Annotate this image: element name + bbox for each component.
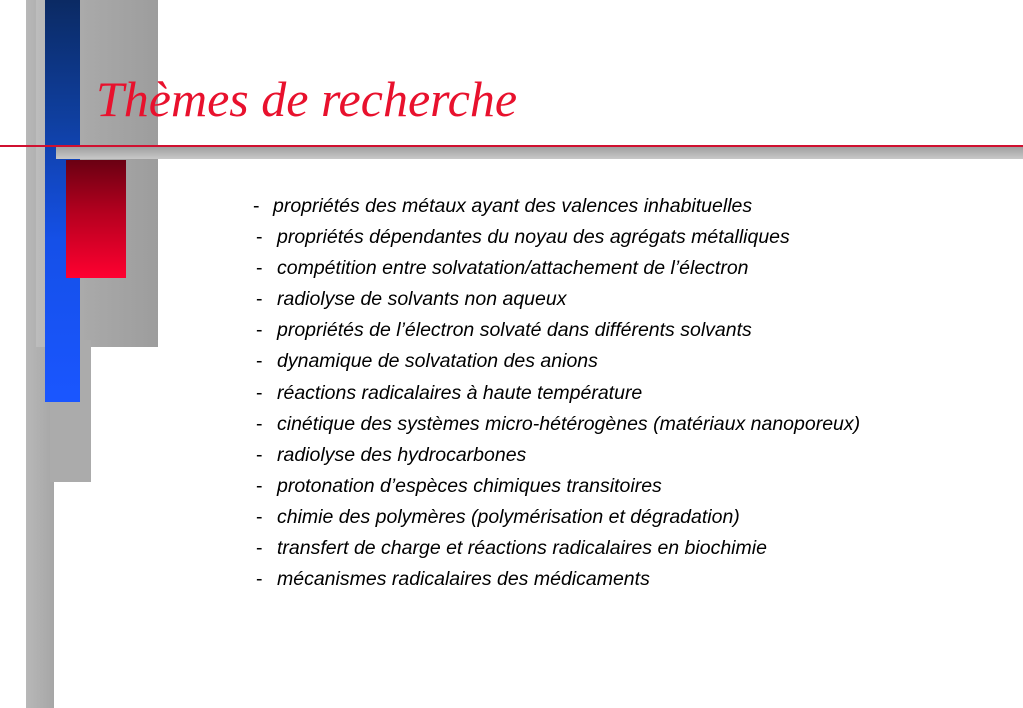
list-bullet-dash: -	[256, 537, 263, 560]
topic-text: dynamique de solvatation des anions	[277, 350, 598, 373]
list-bullet-dash: -	[256, 319, 263, 342]
list-bullet-dash: -	[256, 568, 263, 591]
decorative-red-block	[66, 160, 126, 278]
list-bullet-dash: -	[256, 412, 263, 435]
topic-text: mécanismes radicalaires des médicaments	[277, 568, 650, 591]
list-bullet-dash: -	[256, 505, 263, 528]
list-bullet-dash: -	[256, 350, 263, 373]
topic-text: réactions radicalaires à haute température	[277, 381, 643, 404]
topic-text: protonation d’espèces chimiques transitoires	[277, 474, 662, 497]
list-bullet-dash: -	[256, 474, 263, 497]
topic-text: radiolyse de solvants non aqueux	[277, 288, 567, 311]
topic-text: propriétés de l’électron solvaté dans différents solvants	[277, 319, 752, 342]
title-rule-gray	[56, 147, 1023, 159]
topic-text: transfert de charge et réactions radicalaires en biochimie	[277, 537, 767, 560]
list-bullet-dash: -	[256, 288, 263, 311]
topic-text: cinétique des systèmes micro-hétérogènes (matériaux nanoporeux)	[277, 412, 861, 435]
list-bullet-dash: -	[256, 257, 263, 280]
list-bullet-dash: -	[256, 443, 263, 466]
topic-text: propriétés des métaux ayant des valences inhabituelles	[273, 195, 753, 217]
list-bullet-dash: -	[256, 381, 263, 404]
list-bullet-dash: -	[253, 195, 260, 217]
list-bullet-dash: -	[256, 226, 263, 249]
topic-text: radiolyse des hydrocarbones	[277, 443, 527, 466]
slide-title: Thèmes de recherche	[96, 71, 518, 127]
topic-text: chimie des polymères (polymérisation et dégradation)	[277, 505, 740, 528]
topic-text: propriétés dépendantes du noyau des agrégats métalliques	[277, 226, 790, 249]
topic-text: compétition entre solvatation/attachement de l’électron	[277, 257, 749, 280]
